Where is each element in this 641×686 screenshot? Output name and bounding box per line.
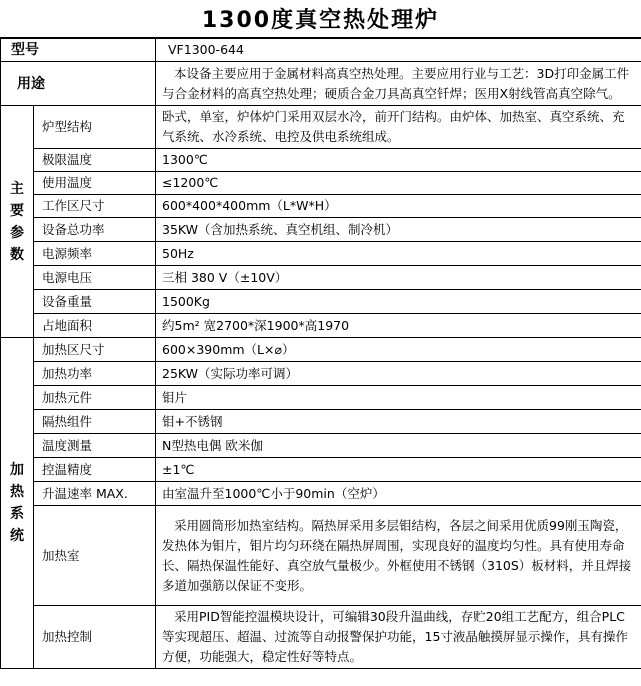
usage-label: 用途: [1, 62, 156, 106]
param-label: 使用温度: [34, 172, 156, 195]
param-label: 电源电压: [34, 266, 156, 290]
heating-param-row: [1, 362, 641, 386]
heating-param-row: [1, 338, 641, 362]
param-value: N型热电偶 欧米伽: [156, 434, 641, 458]
main-param-row: [1, 290, 641, 314]
param-value: 约5m² 宽2700*深1900*高1970: [156, 314, 641, 338]
param-label: 极限温度: [34, 149, 156, 172]
param-label: 工作区尺寸: [34, 195, 156, 218]
param-label: 升温速率 MAX.: [34, 482, 156, 506]
param-label: 温度测量: [34, 434, 156, 458]
main-param-row: [1, 314, 641, 338]
param-value: 1300℃: [156, 149, 641, 172]
usage-row: [1, 62, 641, 106]
param-label: 加热室: [34, 506, 156, 606]
heating-param-row: [1, 606, 641, 669]
heating-group-label: 加热系统: [1, 338, 34, 669]
param-label: 炉型结构: [34, 106, 156, 149]
param-value: ±1℃: [156, 458, 641, 482]
param-value: 35KW（含加热系统、真空机组、制冷机）: [156, 218, 641, 242]
param-label: 隔热组件: [34, 410, 156, 434]
param-value: ≤1200℃: [156, 172, 641, 195]
usage-value: 本设备主要应用于金属材料高真空热处理。主要应用行业与工艺：3D打印金属工件与合金材料的高真空热处理；硬质合金刀具高真空钎焊；医用X射线管高真空除气。: [156, 62, 641, 106]
main-param-row: [1, 242, 641, 266]
heating-param-row: [1, 458, 641, 482]
param-value: 三相 380 V（±10V）: [156, 266, 641, 290]
param-value: 600×390mm（L×⌀）: [156, 338, 641, 362]
main-params-group-label: 主要参数: [1, 106, 34, 338]
param-label: 设备总功率: [34, 218, 156, 242]
param-label: 加热区尺寸: [34, 338, 156, 362]
main-param-row: [1, 218, 641, 242]
param-label: 控温精度: [34, 458, 156, 482]
param-value: 卧式，单室，炉体炉门采用双层水冷，前开门结构。由炉体、加热室、真空系统、充气系统、水冷系统、电控及供电系统组成。: [156, 106, 641, 149]
main-param-row: [1, 266, 641, 290]
param-label: 设备重量: [34, 290, 156, 314]
main-param-row: [1, 106, 641, 149]
param-label: 加热功率: [34, 362, 156, 386]
heating-param-row: [1, 506, 641, 606]
param-label: 电源频率: [34, 242, 156, 266]
page-title: 1300度真空热处理炉: [0, 0, 641, 38]
main-param-row: [1, 172, 641, 195]
param-value: 由室温升至1000℃小于90min（空炉）: [156, 482, 641, 506]
model-label: 型号: [1, 39, 156, 62]
heating-param-row: [1, 482, 641, 506]
param-label: 占地面积: [34, 314, 156, 338]
spec-table: [0, 38, 641, 669]
main-param-row: [1, 149, 641, 172]
heating-param-row: [1, 434, 641, 458]
heating-param-row: [1, 410, 641, 434]
param-value: 钼+不锈钢: [156, 410, 641, 434]
param-value: 采用PID智能控温模块设计，可编辑30段升温曲线，存贮20组工艺配方，组合PLC等实现超压、超温、过流等自动报警保护功能，15寸液晶触摸屏显示操作，具有操作方便，功能强大，稳定性好等特点。: [156, 606, 641, 669]
model-row: [1, 39, 641, 62]
param-value: 25KW（实际功率可调）: [156, 362, 641, 386]
param-value: 1500Kg: [156, 290, 641, 314]
param-value: 600*400*400mm（L*W*H）: [156, 195, 641, 218]
param-value: 采用圆筒形加热室结构。隔热屏采用多层钼结构，各层之间采用优质99刚玉陶瓷，发热体为钼片，钼片均匀环绕在隔热屏周围，实现良好的温度均匀性。具有使用寿命长、隔热保温性能好、真空放气量极少。外框使用不锈钢（310S）板材料，并且焊接多道加强筋以保证不变形。: [156, 506, 641, 606]
heating-param-row: [1, 386, 641, 410]
param-label: 加热控制: [34, 606, 156, 669]
param-value: 钼片: [156, 386, 641, 410]
param-label: 加热元件: [34, 386, 156, 410]
model-value: VF1300-644: [156, 39, 641, 62]
main-param-row: [1, 195, 641, 218]
param-value: 50Hz: [156, 242, 641, 266]
